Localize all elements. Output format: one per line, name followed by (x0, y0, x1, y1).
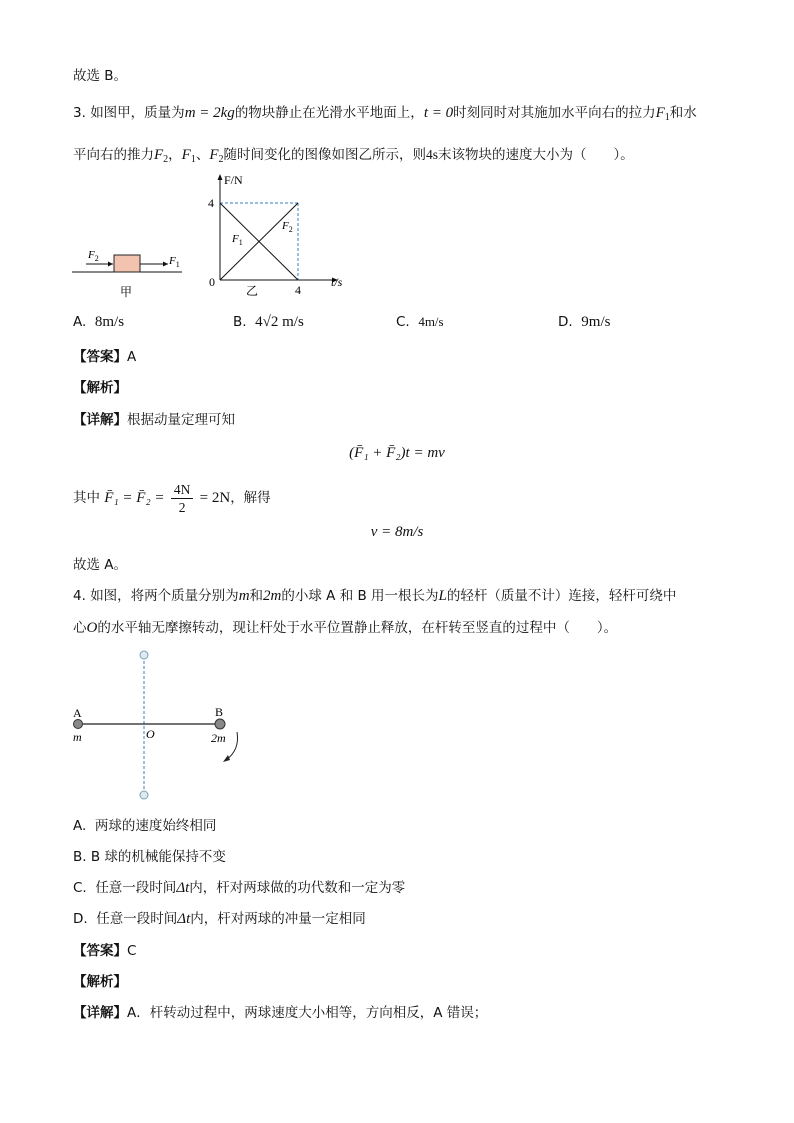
q3-text: ， (168, 147, 182, 163)
figure-jia (68, 240, 188, 300)
q3-analysis-label: 【解析】 (73, 380, 127, 396)
ball-b (215, 719, 225, 729)
yi-caption: 乙 (246, 284, 259, 298)
q3-text: 时刻同时对其施加水平向右的拉力 (453, 105, 656, 121)
figure-rod (66, 646, 266, 806)
q4-answer: 【答案】C (73, 943, 137, 959)
q3-option-a[interactable]: A. 8m/s (73, 314, 125, 330)
yi-y-label: F/N (224, 173, 243, 187)
q3-t0: t = 0 (423, 105, 454, 121)
q3-equation-1: (F̄₁ + F̄₂)t = mv (349, 445, 445, 461)
q3-equation-2: 其中 F̄₁ = F̄₂ = $\frac{4N}{2}$ = 2N，解得 (73, 481, 271, 515)
block (114, 255, 140, 272)
q3-text: 的物块静止在光滑水平地面上， (234, 105, 424, 121)
q4-option-a[interactable]: A. 两球的速度始终相同 (73, 818, 217, 834)
q3-text: 、 (195, 147, 210, 163)
q3-text: 平向右的推力 (73, 147, 154, 163)
label-a: A (73, 706, 82, 720)
label-mb: 2m (211, 731, 226, 745)
yi-x-label: t/s (331, 275, 343, 289)
bottom-ghost-ball (140, 791, 148, 799)
q3-text: 和水 (669, 105, 697, 121)
q3-time: 4s (426, 147, 439, 162)
q4-stem-line1: 4. 如图，将两个质量分别为m和2m的小球 A 和 B 用一根长为L的轻杆（质量不计）连接，轻杆可绕中 (73, 588, 677, 604)
q3-option-b[interactable]: B. 4√2 m/s (233, 314, 304, 330)
top-ghost-ball (140, 651, 148, 659)
figure-yi (200, 170, 360, 300)
prev-conclusion: 故选 B。 (73, 68, 128, 84)
q3-option-c[interactable]: C. 4m/s (396, 314, 444, 330)
label-o: O (146, 727, 155, 741)
q4-option-d[interactable]: D. 任意一段时间Δt内，杆对两球的冲量一定相同 (73, 911, 366, 927)
q3-mass: m = 2kg (184, 105, 235, 121)
q3-stem-line1 (73, 103, 697, 128)
jia-caption: 甲 (120, 285, 133, 299)
q4-option-c[interactable]: C. 任意一段时间Δt内，杆对两球做的功代数和一定为零 (73, 880, 406, 896)
q3-conclusion: 故选 A。 (73, 557, 128, 573)
q3-f2b: $F_2$ (209, 147, 224, 165)
label-b: B (215, 705, 224, 719)
ball-a (74, 720, 83, 729)
q3-f2: $F_2$ (154, 147, 169, 165)
yi-f1-label: $F_1$ (232, 233, 243, 247)
jia-f1-label: $F_1$ (169, 255, 180, 269)
q3-number: 3. (73, 105, 86, 121)
q3-text: 末该物块的速度大小为（ ）。 (438, 147, 634, 163)
q3-f1: $F_1$ (655, 105, 670, 123)
q3-f1b: $F_1$ (181, 147, 196, 165)
jia-f2-label: $F_2$ (88, 249, 99, 263)
q3-answer: 【答案】A (73, 349, 137, 365)
q3-detail: 【详解】根据动量定理可知 (73, 412, 235, 428)
q3-equation-3: v = 8m/s (370, 524, 424, 540)
yi-x-tick: 4 (295, 283, 301, 297)
q4-analysis-label: 【解析】 (73, 974, 127, 990)
q3-option-d[interactable]: D. 9m/s (558, 314, 611, 330)
q4-option-b[interactable]: B. B 球的机械能保持不变 (73, 849, 226, 865)
label-ma: m (73, 730, 82, 744)
q3-stem-line2 (73, 145, 634, 170)
q3-fraction: $\frac{4N}{2}$ (171, 481, 194, 516)
yi-y-tick: 4 (208, 196, 214, 210)
q3-text: 如图甲，质量为 (90, 105, 185, 121)
q3-text: 随时间变化的图像如图乙所示，则 (223, 147, 427, 163)
yi-origin: 0 (209, 275, 215, 289)
q4-detail: 【详解】A．杆转动过程中，两球速度大小相等，方向相反，A 错误； (73, 1005, 488, 1021)
q4-stem-line2: 心O的水平轴无摩擦转动，现让杆处于水平位置静止释放，在杆转至竖直的过程中（ ）。 (73, 620, 618, 636)
yi-f2-label: $F_2$ (282, 220, 293, 234)
